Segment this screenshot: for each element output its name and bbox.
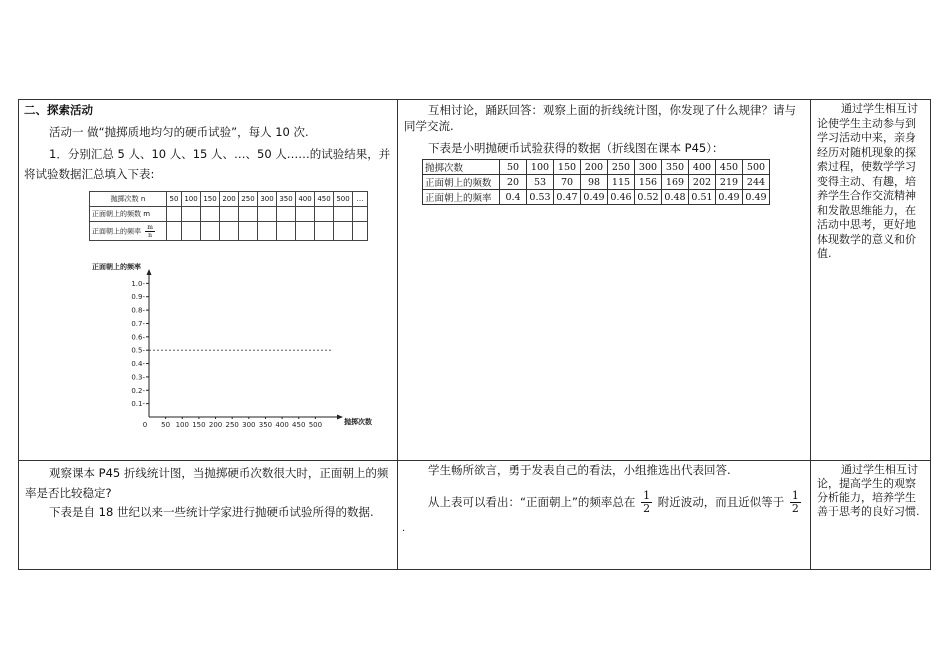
heads-cell: 70 [554, 175, 581, 190]
x-tick-label: 100 [175, 421, 189, 429]
freq-cell: 0.47 [554, 190, 581, 205]
freq-cell: 0.4 [500, 190, 527, 205]
blank-table-col: 500 [334, 192, 353, 207]
m-over-n-fraction [145, 224, 155, 239]
blank-table-header-label: 抛掷次数 n [90, 192, 167, 207]
x-tick-label: 450 [292, 421, 306, 429]
row-throws [423, 160, 770, 175]
blank-table-col: 400 [296, 192, 315, 207]
y-tick-label: 0.5- [131, 346, 145, 355]
frequency-line-chart [57, 260, 372, 435]
x-tick-label: 300 [242, 421, 256, 429]
x-tick-label: 250 [225, 421, 239, 429]
throws-cell: 350 [662, 160, 689, 175]
blank-table-row2-label: 正面朝上的频率 [92, 227, 141, 235]
heads-cell: 169 [662, 175, 689, 190]
blank-table-col: 250 [239, 192, 258, 207]
fraction-denominator: n [148, 231, 153, 239]
throws-cell: 200 [581, 160, 608, 175]
y-tick-label: 0.1- [131, 400, 145, 409]
x-tick-label: 200 [208, 421, 223, 429]
blank-table-row-freq [90, 222, 368, 241]
historical-table-intro: 下表是自 18 世纪以来一些统计学家进行抛硬币试验所得的数据. [49, 505, 374, 519]
heads-cell: 115 [608, 175, 635, 190]
blank-table-col: 100 [182, 192, 201, 207]
fraction-numerator: 1 [643, 489, 651, 502]
blank-table-col: … [353, 192, 368, 207]
observation-question: 观察课本 P45 折线统计图，当抛掷硬币次数很大时，正面朝上的频率是否比较稳定? [25, 466, 389, 500]
y-axis-label: 正面朝上的频率 [92, 263, 141, 271]
heads-cell: 244 [743, 175, 770, 190]
row-label: 抛掷次数 [423, 160, 500, 175]
blank-table-col: 300 [258, 192, 277, 207]
throws-cell: 300 [635, 160, 662, 175]
activity-title: 活动一 做“抛掷质地均匀的硬币试验”，每人 10 次. [49, 125, 309, 139]
y-tick-label: 0.4- [131, 360, 145, 369]
data-table-intro: 下表是小明抛硬币试验获得的数据（折线图在课本 P45）： [428, 141, 724, 155]
row-label: 正面朝上的频率 [423, 190, 500, 205]
freq-cell: 0.48 [662, 190, 689, 205]
one-half-fraction [790, 490, 801, 515]
fraction-numerator: m [147, 223, 153, 231]
x-tick-label: 50 [161, 421, 171, 429]
throws-cell: 500 [743, 160, 770, 175]
y-axis-arrow [147, 269, 152, 275]
cell-explore-activity [19, 100, 397, 460]
throws-cell: 150 [554, 160, 581, 175]
stray-dot: . [402, 523, 406, 534]
x-tick-label: 400 [275, 421, 289, 429]
lesson-table [18, 99, 931, 570]
freq-cell: 0.49 [743, 190, 770, 205]
blank-table-col: 350 [277, 192, 296, 207]
blank-table-row-heads [90, 207, 368, 222]
instruction-line-2: 将试验数据汇总填入下表: [24, 167, 155, 181]
y-tick-label: 0.3- [131, 373, 145, 382]
y-tick-label: 0.8- [131, 306, 145, 315]
heads-cell: 98 [581, 175, 608, 190]
design-intent-note: 通过学生相互讨论使学生主动参与到学习活动中来，亲身经历对随机现象的探索过程，使数学学习变得主动、有趣，培养学生合作交流精神和发散思维能力，在活动中思考，更好地体现数学的意义和价值. [817, 102, 918, 260]
throws-cell: 400 [689, 160, 716, 175]
student-response-line: 学生畅所欲言，勇于发表自己的看法，小组推选出代表回答. [428, 463, 731, 477]
coin-toss-data-table [422, 159, 770, 205]
heads-cell: 156 [635, 175, 662, 190]
blank-table-col: 150 [201, 192, 220, 207]
heads-cell: 202 [689, 175, 716, 190]
freq-cell: 0.53 [527, 190, 554, 205]
freq-cell: 0.51 [689, 190, 716, 205]
throws-cell: 50 [500, 160, 527, 175]
one-half-fraction [641, 490, 652, 515]
x-axis-label: 抛掷次数 [344, 418, 372, 426]
cell-design-intent-2 [811, 461, 931, 571]
x-axis-arrow [337, 415, 343, 420]
x-tick-label: 350 [258, 421, 273, 429]
blank-table-col: 450 [315, 192, 334, 207]
heads-cell: 219 [716, 175, 743, 190]
throws-cell: 450 [716, 160, 743, 175]
freq-cell: 0.49 [716, 190, 743, 205]
conclusion-text-a: 从上表可以看出：“正面朝上”的频率总在 [428, 495, 636, 509]
conclusion-line [428, 487, 803, 517]
cell-student-answer [398, 461, 810, 571]
fraction-denominator: 2 [791, 502, 799, 515]
cell-design-intent-1 [811, 100, 931, 460]
blank-table-row2-label-cell [90, 222, 167, 241]
heads-cell: 20 [500, 175, 527, 190]
freq-cell: 0.49 [581, 190, 608, 205]
y-tick-label: 1.0- [131, 279, 145, 288]
x-tick-label: 0 [142, 421, 148, 429]
discussion-prompt: 互相讨论，踊跃回答：观察上面的折线统计图，你发现了什么规律？请与同学交流. [404, 103, 796, 133]
blank-table-row1-label: 正面朝上的频数 m [90, 207, 167, 222]
x-tick-label: 500 [308, 421, 323, 429]
y-tick-label: 0.7- [131, 319, 145, 328]
blank-table-col: 50 [167, 192, 182, 207]
row-label: 正面朝上的频数 [423, 175, 500, 190]
design-intent-note-2: 通过学生相互讨论，提高学生的观察分析能力，培养学生善于思考的良好习惯. [817, 463, 920, 518]
section-heading: 二、探索活动 [24, 103, 93, 117]
cell-observation [19, 461, 397, 571]
throws-cell: 100 [527, 160, 554, 175]
fraction-denominator: 2 [643, 502, 651, 515]
blank-table-header-row [90, 192, 368, 207]
x-tick-label: 150 [192, 421, 206, 429]
throws-cell: 250 [608, 160, 635, 175]
row-heads [423, 175, 770, 190]
cell-discussion [398, 100, 810, 460]
y-tick-label: 0.9- [131, 293, 145, 302]
instruction-line-1: 1．分别汇总 5 人、10 人、15 人、…、50 人……的试验结果，并 [49, 147, 391, 161]
row-freq [423, 190, 770, 205]
heads-cell: 53 [527, 175, 554, 190]
y-tick-label: 0.2- [131, 386, 145, 395]
freq-cell: 0.52 [635, 190, 662, 205]
blank-table-col: 200 [220, 192, 239, 207]
freq-cell: 0.46 [608, 190, 635, 205]
fraction-numerator: 1 [791, 489, 799, 502]
blank-tally-table [89, 191, 368, 241]
y-tick-label: 0.6- [131, 333, 145, 342]
conclusion-text-b: 附近波动，而且近似等于 [657, 495, 785, 509]
